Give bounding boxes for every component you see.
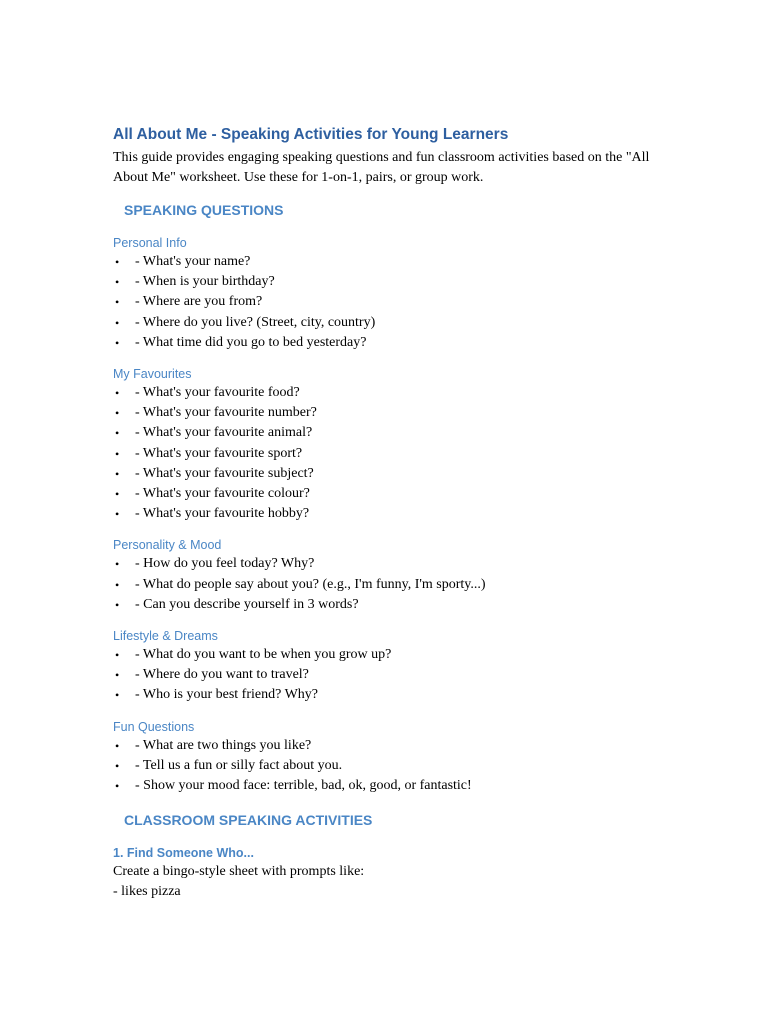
- question-list-my-favourites: [113, 383, 673, 524]
- document-page: [113, 124, 673, 902]
- bullet-icon: •: [115, 557, 120, 572]
- list-item: [113, 464, 673, 484]
- bullet-icon: •: [115, 688, 120, 703]
- question-list-fun-questions: [113, 736, 673, 797]
- bullet-icon: •: [115, 738, 120, 753]
- question-list-personal-info: [113, 252, 673, 353]
- bullet-icon: •: [115, 577, 120, 592]
- subheading-find-someone-who: 1. Find Someone Who...: [113, 846, 254, 861]
- bullet-icon: •: [115, 758, 120, 773]
- question-text: - What do you want to be when you grow up?: [135, 647, 392, 663]
- question-text: - What are two things you like?: [135, 737, 312, 753]
- question-text: - Where do you live? (Street, city, country): [135, 314, 376, 330]
- list-item: [113, 595, 673, 615]
- question-text: - What's your favourite hobby?: [135, 506, 310, 522]
- list-item: [113, 756, 673, 776]
- list-item: [113, 776, 673, 796]
- subheading-my-favourites: My Favourites: [113, 367, 192, 382]
- subheading-personality-mood: Personality & Mood: [113, 538, 222, 553]
- bullet-icon: •: [115, 487, 120, 502]
- question-text: - Show your mood face: terrible, bad, ok, good, or fantastic!: [135, 778, 472, 794]
- subheading-personal-info: Personal Info: [113, 236, 187, 250]
- bullet-icon: •: [115, 295, 120, 310]
- list-item: [113, 504, 673, 524]
- question-text: - What do people say about you? (e.g., I'm funny, I'm sporty...): [135, 576, 486, 592]
- question-text: - What's your favourite number?: [135, 405, 317, 421]
- question-text: - Where are you from?: [135, 294, 263, 310]
- question-text: - What time did you go to bed yesterday?: [135, 334, 367, 350]
- section-heading-classroom-activities: CLASSROOM SPEAKING ACTIVITIES: [124, 812, 373, 829]
- list-item: [113, 444, 673, 464]
- intro-paragraph: This guide provides engaging speaking questions and fun classroom activities based on the "All About Me" worksheet. Use these for 1-on-1, pairs, or group work.: [113, 150, 650, 185]
- list-item: [113, 645, 673, 665]
- bullet-icon: •: [115, 507, 120, 522]
- document-title: All About Me - Speaking Activities for Young Learners: [113, 126, 509, 143]
- question-text: - Can you describe yourself in 3 words?: [135, 596, 359, 612]
- question-list-lifestyle-dreams: [113, 645, 673, 706]
- bullet-icon: •: [115, 386, 120, 401]
- bullet-icon: •: [115, 597, 120, 612]
- question-text: - Where do you want to travel?: [135, 667, 309, 683]
- list-item: [113, 423, 673, 443]
- question-text: - When is your birthday?: [135, 274, 275, 290]
- bullet-icon: •: [115, 426, 120, 441]
- question-text: - What's your favourite subject?: [135, 465, 314, 481]
- question-text: - What's your favourite food?: [135, 385, 300, 401]
- question-text: - Who is your best friend? Why?: [135, 687, 318, 703]
- bullet-icon: •: [115, 668, 120, 683]
- list-item: [113, 333, 673, 353]
- list-item: [113, 736, 673, 756]
- question-text: - What's your name?: [135, 254, 251, 269]
- subheading-lifestyle-dreams: Lifestyle & Dreams: [113, 629, 218, 644]
- list-item: [113, 272, 673, 292]
- list-item: [113, 575, 673, 595]
- bullet-icon: •: [115, 779, 120, 794]
- activity-prompt: - likes pizza: [113, 884, 181, 900]
- bullet-icon: •: [115, 335, 120, 350]
- question-text: - What's your favourite colour?: [135, 486, 310, 502]
- bullet-icon: •: [115, 406, 120, 421]
- list-item: [113, 383, 673, 403]
- list-item: [113, 665, 673, 685]
- section-heading-speaking-questions: SPEAKING QUESTIONS: [124, 202, 284, 218]
- bullet-icon: •: [115, 466, 120, 481]
- list-item: [113, 685, 673, 705]
- bullet-icon: •: [115, 255, 120, 269]
- list-item: [113, 403, 673, 423]
- question-text: - What's your favourite animal?: [135, 425, 313, 441]
- list-item: [113, 252, 673, 272]
- list-item: [113, 484, 673, 504]
- question-text: - How do you feel today? Why?: [135, 556, 315, 572]
- list-item: [113, 292, 673, 312]
- bullet-icon: •: [115, 315, 120, 330]
- activity-text: Create a bingo-style sheet with prompts like:: [113, 864, 365, 880]
- bullet-icon: •: [115, 275, 120, 290]
- list-item: [113, 554, 673, 574]
- question-list-personality-mood: [113, 554, 673, 615]
- subheading-fun-questions: Fun Questions: [113, 719, 195, 734]
- bullet-icon: •: [115, 648, 120, 663]
- bullet-icon: •: [115, 446, 120, 461]
- question-text: - Tell us a fun or silly fact about you.: [135, 757, 343, 773]
- list-item: [113, 313, 673, 333]
- question-text: - What's your favourite sport?: [135, 445, 303, 461]
